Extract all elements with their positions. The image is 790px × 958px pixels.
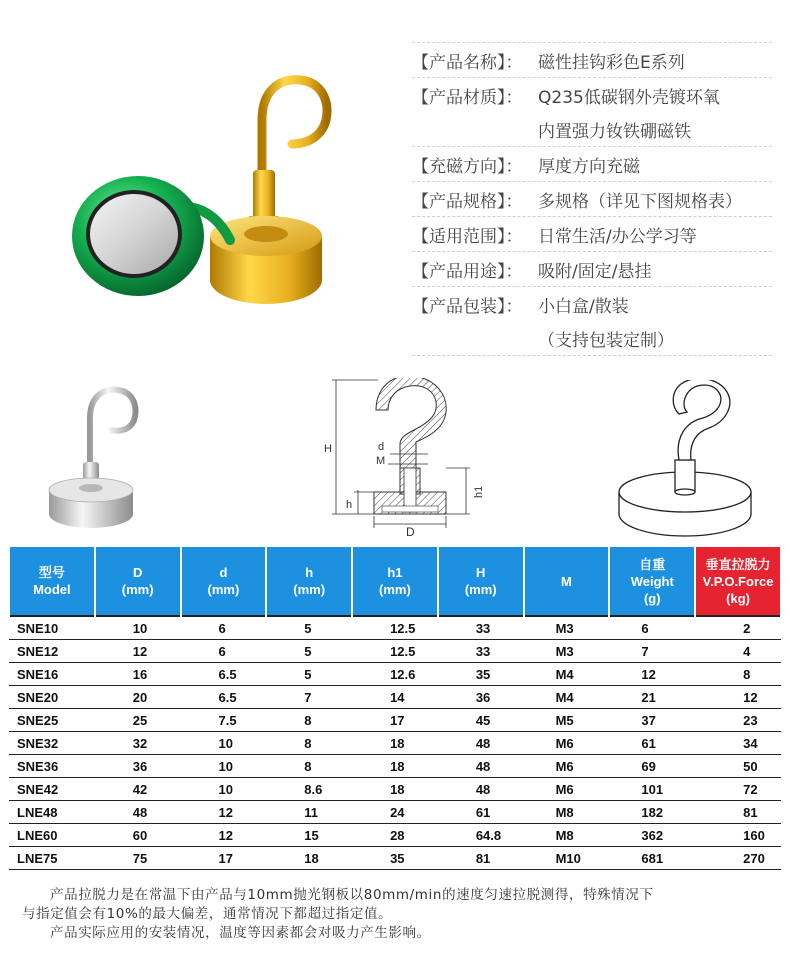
table-row (9, 732, 781, 755)
cell-model: SNE36 (9, 755, 95, 778)
cell-H: 61 (438, 801, 524, 824)
cell-h1: 18 (352, 732, 438, 755)
cell-model: SNE12 (9, 640, 95, 663)
spec-label: 【产品材质】： (412, 87, 523, 108)
col-header-D: D (mm) (95, 547, 181, 617)
dim-label-d: d (378, 441, 385, 453)
col-header-d: d (mm) (181, 547, 267, 617)
table-row (9, 616, 781, 640)
dim-label-h1: h1 (473, 485, 485, 498)
hook-thumbnail-image (40, 378, 150, 528)
cell-weight: 101 (609, 778, 695, 801)
cell-h1: 12.5 (352, 616, 438, 640)
spec-label: 【产品规格】： (412, 191, 523, 212)
cell-H: 81 (438, 847, 524, 870)
cell-M: M8 (524, 824, 610, 847)
cell-h1: 24 (352, 801, 438, 824)
cell-weight: 7 (609, 640, 695, 663)
cell-h1: 17 (352, 709, 438, 732)
spec-row (412, 287, 772, 321)
note-line-2: 与指定值会有10%的最大偏差，通常情况下都超过指定值。 (22, 906, 393, 922)
table-row (9, 663, 781, 686)
table-header-row (9, 547, 781, 617)
cell-d: 10 (181, 732, 267, 755)
hook-sketch (605, 380, 765, 540)
cell-M: M6 (524, 755, 610, 778)
cell-weight: 12 (609, 663, 695, 686)
cell-d: 6 (181, 616, 267, 640)
cell-force: 72 (695, 778, 781, 801)
cell-force: 23 (695, 709, 781, 732)
spec-value: 日常生活/办公学习等 (538, 226, 697, 247)
cell-H: 33 (438, 616, 524, 640)
spec-row (412, 182, 772, 216)
spec-row (412, 252, 772, 286)
cell-model: SNE10 (9, 616, 95, 640)
cell-h1: 18 (352, 778, 438, 801)
col-header-weight: 自重 Weight (g) (609, 547, 695, 617)
cell-h: 8 (266, 755, 352, 778)
cell-model: LNE60 (9, 824, 95, 847)
col-header-force: 垂直拉脱力 V.P.O.Force (kg) (695, 547, 781, 617)
spec-value: 小白盒/散装 (538, 296, 629, 317)
cell-d: 6.5 (181, 663, 267, 686)
spec-label: 【充磁方向】： (412, 156, 523, 177)
cell-d: 7.5 (181, 709, 267, 732)
cell-model: SNE25 (9, 709, 95, 732)
cell-model: SNE32 (9, 732, 95, 755)
cell-d: 10 (181, 778, 267, 801)
cell-M: M6 (524, 778, 610, 801)
dim-label-D: D (406, 525, 415, 538)
cell-D: 60 (95, 824, 181, 847)
cell-h: 5 (266, 640, 352, 663)
cell-weight: 362 (609, 824, 695, 847)
spec-row (412, 112, 772, 146)
cell-force: 50 (695, 755, 781, 778)
cell-d: 12 (181, 824, 267, 847)
cell-h: 15 (266, 824, 352, 847)
cell-D: 12 (95, 640, 181, 663)
cell-H: 36 (438, 686, 524, 709)
cell-force: 270 (695, 847, 781, 870)
cell-D: 20 (95, 686, 181, 709)
spec-value: 吸附/固定/悬挂 (538, 261, 652, 282)
cell-d: 6 (181, 640, 267, 663)
cell-D: 48 (95, 801, 181, 824)
cell-H: 64.8 (438, 824, 524, 847)
cell-force: 2 (695, 616, 781, 640)
dim-label-M: M (376, 455, 386, 467)
cell-D: 36 (95, 755, 181, 778)
table-row (9, 847, 781, 870)
dim-label-h: h (346, 499, 353, 511)
cell-h1: 18 (352, 755, 438, 778)
cell-model: SNE20 (9, 686, 95, 709)
product-photo (30, 40, 390, 370)
cell-h: 5 (266, 663, 352, 686)
cell-force: 4 (695, 640, 781, 663)
cell-D: 32 (95, 732, 181, 755)
cell-h: 8 (266, 709, 352, 732)
spec-row (412, 43, 772, 77)
cell-h: 7 (266, 686, 352, 709)
cell-d: 17 (181, 847, 267, 870)
table-row (9, 801, 781, 824)
green-magnet-hook (72, 176, 230, 296)
cell-weight: 681 (609, 847, 695, 870)
table-row (9, 686, 781, 709)
cell-model: LNE48 (9, 801, 95, 824)
gold-magnet-hook (210, 80, 327, 304)
cell-M: M4 (524, 663, 610, 686)
cell-weight: 69 (609, 755, 695, 778)
cell-H: 45 (438, 709, 524, 732)
cell-H: 48 (438, 755, 524, 778)
spec-row (412, 78, 772, 112)
cell-d: 6.5 (181, 686, 267, 709)
cell-h: 18 (266, 847, 352, 870)
spec-label: 【产品用途】： (412, 261, 523, 282)
cell-d: 12 (181, 801, 267, 824)
cell-force: 8 (695, 663, 781, 686)
cell-M: M3 (524, 616, 610, 640)
spec-row (412, 321, 772, 355)
cell-H: 48 (438, 732, 524, 755)
cell-h1: 14 (352, 686, 438, 709)
spec-value: Q235低碳钢外壳镀环氧 (538, 87, 720, 108)
cell-H: 35 (438, 663, 524, 686)
table-row (9, 709, 781, 732)
cell-M: M10 (524, 847, 610, 870)
cell-h1: 28 (352, 824, 438, 847)
cell-model: SNE42 (9, 778, 95, 801)
cell-h: 8.6 (266, 778, 352, 801)
cell-D: 75 (95, 847, 181, 870)
spec-value: 厚度方向充磁 (538, 156, 640, 177)
cell-d: 10 (181, 755, 267, 778)
spec-value: （支持包装定制） (538, 330, 674, 351)
cell-force: 160 (695, 824, 781, 847)
cell-M: M5 (524, 709, 610, 732)
cell-M: M8 (524, 801, 610, 824)
cell-model: LNE75 (9, 847, 95, 870)
cell-H: 33 (438, 640, 524, 663)
spec-list (412, 42, 772, 356)
table-row (9, 778, 781, 801)
cell-force: 81 (695, 801, 781, 824)
spec-label: 【适用范围】： (412, 226, 523, 247)
cell-D: 16 (95, 663, 181, 686)
spec-value: 磁性挂钩彩色E系列 (538, 52, 685, 73)
col-header-H: H (mm) (438, 547, 524, 617)
cell-h1: 12.6 (352, 663, 438, 686)
cell-h: 5 (266, 616, 352, 640)
cell-weight: 37 (609, 709, 695, 732)
spec-value: 内置强力钕铁硼磁铁 (538, 121, 691, 142)
dim-label-H: H (324, 443, 332, 455)
technical-drawing (318, 378, 498, 538)
col-header-model: 型号 Model (9, 547, 95, 617)
cell-h1: 12.5 (352, 640, 438, 663)
table-row (9, 824, 781, 847)
cell-H: 48 (438, 778, 524, 801)
spec-label: 【产品包装】： (412, 296, 523, 317)
col-header-h1: h1 (mm) (352, 547, 438, 617)
cell-force: 34 (695, 732, 781, 755)
cell-h1: 35 (352, 847, 438, 870)
cell-M: M6 (524, 732, 610, 755)
cell-D: 42 (95, 778, 181, 801)
cell-weight: 21 (609, 686, 695, 709)
cell-D: 10 (95, 616, 181, 640)
spec-row (412, 147, 772, 181)
cell-weight: 61 (609, 732, 695, 755)
note-line-3: 产品实际应用的安装情况，温度等因素都会对吸力产生影响。 (50, 925, 431, 941)
cell-D: 25 (95, 709, 181, 732)
cell-weight: 182 (609, 801, 695, 824)
col-header-h: h (mm) (266, 547, 352, 617)
spec-row (412, 217, 772, 251)
cell-model: SNE16 (9, 663, 95, 686)
table-row (9, 640, 781, 663)
notes (22, 886, 782, 943)
cell-h: 8 (266, 732, 352, 755)
cell-h: 11 (266, 801, 352, 824)
table-row (9, 755, 781, 778)
cell-M: M3 (524, 640, 610, 663)
spec-label: 【产品名称】： (412, 52, 523, 73)
note-line-1: 产品拉脱力是在常温下由产品与10mm抛光钢板以80mm/min的速度匀速拉脱测得，特殊情况下 (50, 887, 654, 903)
cell-force: 12 (695, 686, 781, 709)
col-header-M: M (524, 547, 610, 617)
cell-weight: 6 (609, 616, 695, 640)
cell-M: M4 (524, 686, 610, 709)
spec-value: 多规格（详见下图规格表） (538, 191, 742, 212)
spec-table (8, 546, 782, 870)
